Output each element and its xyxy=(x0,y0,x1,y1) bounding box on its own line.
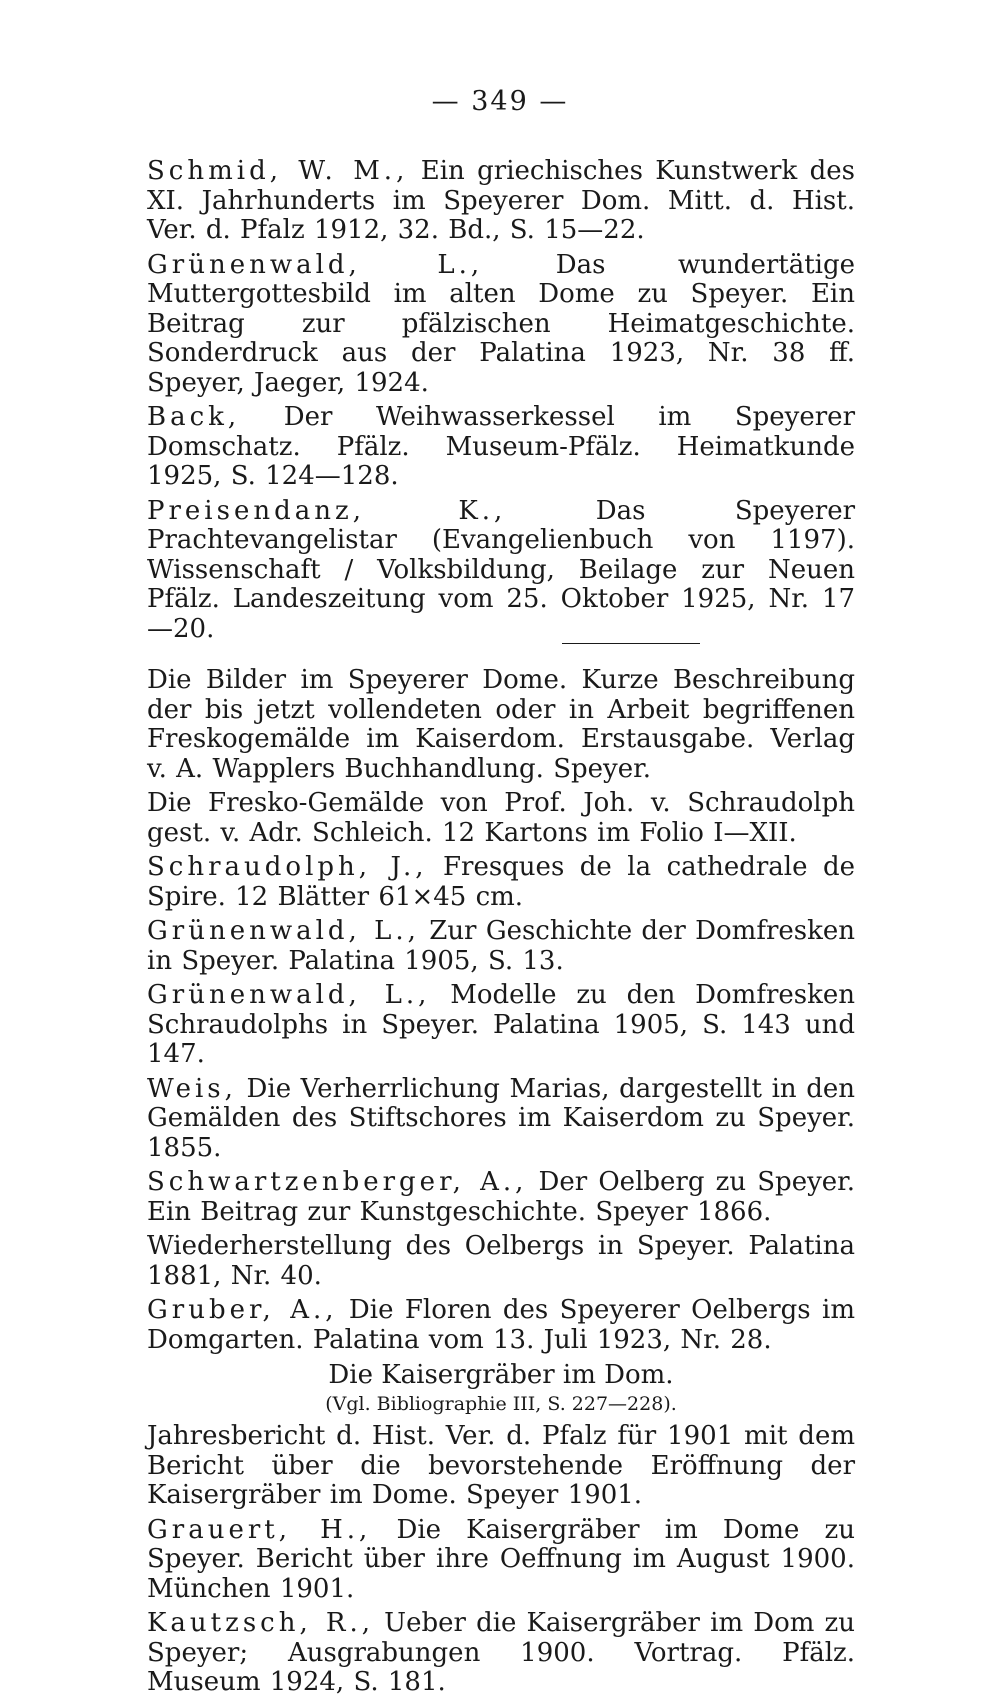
bibliography-entry xyxy=(147,157,855,246)
bibliography-entry xyxy=(147,853,855,912)
entry-text: Fresques de la cathedrale de Spire. 12 Blätter 61×45 cm. xyxy=(147,852,856,912)
entry-text: Jahresbericht d. Hist. Ver. d. Pfalz für 1901 mit dem Bericht über die bevorstehende Eröffnung der Kaisergräber im Dome. Speyer 1901. xyxy=(147,1421,855,1510)
entry-text: Die Fresko-Gemälde von Prof. Joh. v. Schraudolph gest. v. Adr. Schleich. 12 Kartons im Folio I—XII. xyxy=(147,788,855,848)
entry-author: Gruber, A., xyxy=(147,1295,338,1325)
bibliography-entry xyxy=(147,1422,855,1511)
bibliography-entry xyxy=(147,1296,855,1355)
entry-author: Grünenwald, L., xyxy=(147,980,431,1010)
bibliography-entry xyxy=(147,1609,855,1698)
entry-text: Die Bilder im Speyerer Dome. Kurze Beschreibung der bis jetzt vollendeten oder in Arbeit begriffenen Freskogemälde im Kaiserdom. Erstausgabe. Verlag v. A. Wapplers Buchhandlung. Speyer. xyxy=(147,665,855,784)
entry-group-3 xyxy=(147,1422,855,1698)
entry-author: Schmid, W. M., xyxy=(147,156,409,186)
entry-text: Wiederherstellung des Oelbergs in Speyer. Palatina 1881, Nr. 40. xyxy=(147,1231,855,1291)
entry-text: Die Floren des Speyerer Oelbergs im Domgarten. Palatina vom 13. Juli 1923, Nr. 28. xyxy=(147,1295,855,1355)
bibliography-entry xyxy=(147,1232,855,1291)
entry-text: Der Oelberg zu Speyer. Ein Beitrag zur Kunstgeschichte. Speyer 1866. xyxy=(147,1167,856,1227)
entry-author: Preisendanz, K., xyxy=(147,495,507,526)
entry-text: Die Kaisergräber im Dome zu Speyer. Bericht über ihre Oeffnung im August 1900. München 1901. xyxy=(147,1514,855,1604)
entry-text: Das wundertätige Muttergottesbild im alten Dome zu Speyer. Ein Beitrag zur pfälzischen Heimatgeschichte. Sonderdruck aus der Palatina 1923, Nr. 38 ff. Speyer, Jaeger, 1924. xyxy=(147,249,856,398)
entry-group-2 xyxy=(147,666,855,1355)
entry-author: Grauert, H., xyxy=(147,1514,372,1545)
bibliography-entry xyxy=(147,251,855,399)
separator-rule xyxy=(562,643,700,644)
bibliography-entry xyxy=(147,981,855,1070)
bibliography-block xyxy=(147,157,855,1703)
entry-author: Back, xyxy=(147,402,241,432)
page-number: — 349 — xyxy=(431,86,569,117)
entry-author: Weis, xyxy=(147,1073,237,1104)
entry-text: Modelle zu den Domfresken Schraudolphs in Speyer. Palatina 1905, S. 143 und 147. xyxy=(147,980,855,1069)
section-heading: Die Kaisergräber im Dom. xyxy=(328,1360,674,1390)
bibliography-entry xyxy=(147,666,855,784)
bibliography-entry xyxy=(147,1516,855,1605)
entry-text: Das Speyerer Prachtevangelistar (Evangelienbuch von 1197). Wissenschaft / Volksbildung, Beilage zur Neuen Pfälz. Landeszeitung vom 25. Oktober 1925, Nr. 17—20. xyxy=(147,495,856,644)
entry-text: Ein griechisches Kunstwerk des XI. Jahrhunderts im Speyerer Dom. Mitt. d. Hist. Ver. d. Pfalz 1912, 32. Bd., S. 15—22. xyxy=(147,156,855,245)
entry-author: Grünenwald, L., xyxy=(147,249,484,280)
bibliography-entry xyxy=(147,917,855,976)
entry-author: Kautzsch, R., xyxy=(147,1608,374,1638)
entry-author: Grünenwald, L., xyxy=(147,916,420,946)
entry-text: Zur Geschichte der Domfresken in Speyer. Palatina 1905, S. 13. xyxy=(147,916,856,976)
bibliography-entry xyxy=(147,1075,855,1164)
entry-text: Ueber die Kaisergräber im Dom zu Speyer; Ausgrabungen 1900. Vortrag. Pfälz. Museum 1924, S. 181. xyxy=(147,1608,855,1697)
bibliography-entry xyxy=(147,497,855,645)
entry-author: Schraudolph, J., xyxy=(147,852,428,882)
bibliography-entry xyxy=(147,403,855,492)
entry-author: Schwartzenberger, A., xyxy=(147,1167,528,1197)
section-subheading: (Vgl. Bibliographie III, S. 227—228). xyxy=(325,1393,677,1415)
bibliography-entry xyxy=(147,1168,855,1227)
entry-group-1 xyxy=(147,157,855,644)
entry-text: Die Verherrlichung Marias, dargestellt in den Gemälden des Stiftschores im Kaiserdom zu Speyer. 1855. xyxy=(147,1073,856,1163)
entry-text: Der Weihwasserkessel im Speyerer Domschatz. Pfälz. Museum-Pfälz. Heimatkunde 1925, S. 124—128. xyxy=(147,402,855,491)
bibliography-entry xyxy=(147,789,855,848)
